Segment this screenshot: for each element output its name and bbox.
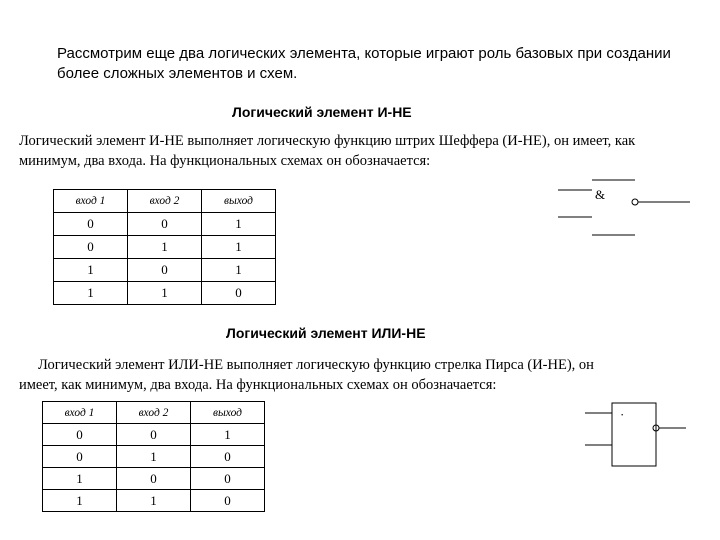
nand-description: Логический элемент И-НЕ выполняет логическую функцию штрих Шеффера (И-НЕ), он имеет, как минимум, два входа. На функциональных схемах он обозначается: bbox=[19, 133, 636, 169]
nand-gate-symbol bbox=[555, 173, 695, 243]
table-cell: 0 bbox=[191, 490, 265, 512]
table-cell: 0 bbox=[202, 282, 276, 305]
nand-truth-table bbox=[53, 189, 276, 305]
table-row bbox=[43, 468, 265, 490]
nor-truth-table bbox=[42, 401, 265, 512]
table-cell: 0 bbox=[117, 468, 191, 490]
table-cell: 1 bbox=[128, 236, 202, 259]
gate-body bbox=[612, 403, 656, 466]
table-cell: 1 bbox=[202, 236, 276, 259]
table-cell: 0 bbox=[117, 424, 191, 446]
table-header-row bbox=[43, 402, 265, 424]
intro-text: Рассмотрим еще два логических элемента, которые играют роль базовых при создании более сложных элементов и схем. bbox=[57, 45, 671, 82]
header-input-2: вход 2 bbox=[117, 402, 191, 424]
table-cell: 0 bbox=[54, 236, 128, 259]
table-row bbox=[54, 236, 276, 259]
table-cell: 0 bbox=[191, 446, 265, 468]
table-cell: 1 bbox=[43, 468, 117, 490]
table-cell: 1 bbox=[117, 446, 191, 468]
table-row bbox=[54, 259, 276, 282]
nor-symbol-label: · bbox=[620, 407, 625, 422]
nor-description-line1: Логический элемент ИЛИ-НЕ выполняет логическую функцию стрелка Пирса (И-НЕ), он bbox=[38, 357, 594, 373]
table-cell: 0 bbox=[128, 259, 202, 282]
nor-heading: Логический элемент ИЛИ-НЕ bbox=[226, 325, 426, 341]
table-row bbox=[43, 424, 265, 446]
table-cell: 1 bbox=[54, 282, 128, 305]
table-cell: 1 bbox=[202, 259, 276, 282]
header-output: выход bbox=[202, 190, 276, 213]
table-cell: 1 bbox=[43, 490, 117, 512]
nor-description-line2: имеет, как минимум, два входа. На функциональных схемах он обозначается: bbox=[19, 377, 497, 393]
nand-heading: Логический элемент И-НЕ bbox=[232, 104, 412, 120]
table-cell: 0 bbox=[128, 213, 202, 236]
table-cell: 1 bbox=[191, 424, 265, 446]
table-row bbox=[54, 213, 276, 236]
table-cell: 1 bbox=[54, 259, 128, 282]
table-cell: 0 bbox=[43, 424, 117, 446]
table-row bbox=[43, 446, 265, 468]
header-input-2: вход 2 bbox=[128, 190, 202, 213]
table-row bbox=[54, 282, 276, 305]
table-cell: 0 bbox=[43, 446, 117, 468]
table-cell: 0 bbox=[191, 468, 265, 490]
table-row bbox=[43, 490, 265, 512]
inversion-circle bbox=[632, 199, 638, 205]
nand-symbol-label: & bbox=[595, 187, 606, 202]
nor-gate-symbol bbox=[582, 400, 692, 470]
table-cell: 0 bbox=[54, 213, 128, 236]
header-input-1: вход 1 bbox=[54, 190, 128, 213]
table-cell: 1 bbox=[128, 282, 202, 305]
table-cell: 1 bbox=[117, 490, 191, 512]
header-output: выход bbox=[191, 402, 265, 424]
table-header-row bbox=[54, 190, 276, 213]
table-cell: 1 bbox=[202, 213, 276, 236]
header-input-1: вход 1 bbox=[43, 402, 117, 424]
